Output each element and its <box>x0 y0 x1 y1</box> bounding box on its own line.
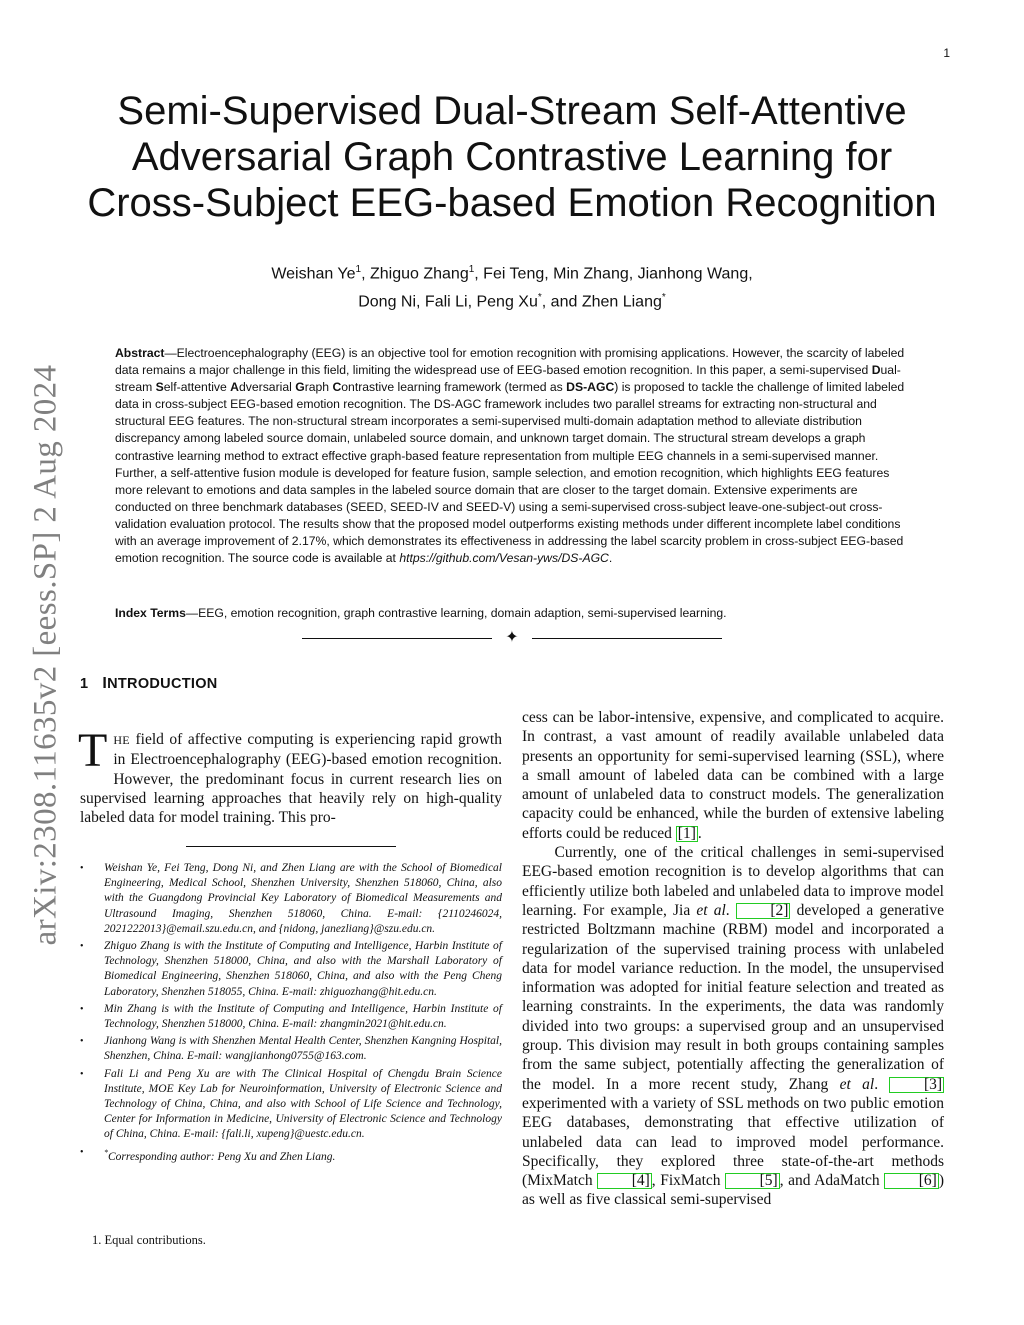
section-heading-introduction: 1 INTRODUCTION <box>80 675 218 692</box>
arxiv-identifier-stamp[interactable]: arXiv:2308.11635v2 [eess.SP] 2 Aug 2024 <box>27 364 64 946</box>
affiliation-item: • Fali Li and Peng Xu are with The Clinical Hospital of Chengdu Brain Science Institute, MOE Key Lab for Neuroinformation, University of Electronic Science and Technology of China, China, and also with School of Life Science and Technology, Center for Information in Medicine, University of Electronic Science and Technology of China, China. E-mail: {fali.li, xupeng}@uestc.edu.cn. <box>80 1067 502 1141</box>
author-line-1: Weishan Ye$^1$, Zhiguo Zhang$^1$, Fei Teng, Min Zhang, Jianhong Wang, <box>271 264 753 283</box>
paragraph: Currently, one of the critical challenges in semi-supervised EEG-based emotion recognition is to develop algorithms that can efficiently utilize both labeled and unlabeled data to improve model learning. For example, Jia et al. [2] developed a generative restricted Boltzmann machine (RBM) model and incorporated a regularization of the supervised training process with unlabeled data for model variance reduction. In the model, the unsupervised information was adopted for initial feature selection and treated as learning constraints. In the experiments, the data was randomly divided into two groups: a supervised group and an unsupervised group. This division may result in both groups containing samples from the same subject, potentially affecting the generalization of the model. In a more recent study, Zhang et al. [3] experimented with a variety of SSL methods on two public emotion EEG databases, demonstrating that effective utilization of unlabeled data can lead to improved model performance. Specifically, they explored three state-of-the-art methods (MixMatch [4] , FixMatch [5] , and AdaMatch [6] ) as well as five classical semi-supervised <box>522 844 945 1209</box>
citation-link[interactable]: [1] <box>677 824 696 842</box>
intro-paragraph-left: THE field of affective computing is experiencing rapid growth in Electroencephalography (EEG)-based emotion recognition. However, the predominant focus in current research lies on supervised learning approaches that heavily rely on high-quality labeled data for model training. This pro- <box>78 724 502 827</box>
citation-link[interactable]: [5] <box>725 1173 780 1189</box>
drop-cap: T <box>78 724 108 777</box>
title-line-1: Semi-Supervised Dual-Stream Self-Attentive <box>117 89 907 133</box>
affiliation-item: • Weishan Ye, Fei Teng, Dong Ni, and Zhen Liang are with the School of Biomedical Engineering, Medical School, Shenzhen University, Shenzhen 518060, China, also with the Guangdong Provincial Key Laboratory of Biomedical Measurements and Ultrasound Imaging, Shenzhen 518060, China. E-mail: {2110246024, 2021222013}@email.szu.edu.cn, and {nidong, janezliang}@szu.edu.cn. <box>80 862 502 935</box>
paper-title <box>60 88 964 226</box>
citation-link[interactable]: [2] <box>736 903 791 919</box>
paragraph: cess can be labor-intensive, expensive, and complicated to acquire. In contrast, a vast amount of readily available unlabeled data presents an opportunity for semi-supervised learning (SSL), where a small amount of labeled data can be combined with a large amount of unlabeled data to construct models. The generalization capacity could be enhanced, while the burden of extensive labeling efforts could be reduced [1] . <box>522 709 944 842</box>
affiliation-footnotes <box>80 861 502 1167</box>
intro-column-right <box>522 708 944 1210</box>
abstract: Abstract—Electroencephalography (EEG) is an objective tool for emotion recognition with promising applications. However, the scarcity of labeled data remains a major challenge in this field, limiting the widespread use of EEG-based emotion recognition. In this paper, a semi-supervised Dual-stream Self-attentive Adversarial Graph Contrastive learning framework (termed as DS-AGC) is proposed to tackle the challenge of limited labeled data in cross-subject EEG-based emotion recognition. The DS-AGC framework includes two parallel streams for extracting non-structural and structural EEG features. The non-structural stream incorporates a semi-supervised multi-domain adaptation method to alleviate distribution discrepancy among labeled source domain, unlabeled source domain, and unknown target domain. The structural stream develops a graph contrastive learning method to extract effective graph-based feature representation from multiple EEG channels in a semi-supervised manner. Further, a self-attentive fusion module is developed for feature fusion, sample selection, and emotion recognition, which highlights EEG features more relevant to emotions and data samples in the labeled source domain that are closer to the target domain. Extensive experiments are conducted on three benchmark databases (SEED, SEED-IV and SEED-V) using a semi-supervised cross-subject leave-one-subject-out cross-validation evaluation protocol. The results show that the proposed model outperforms existing methods under different incomplete label conditions with an average improvement of 2.17%, which demonstrates its effectiveness in addressing the label scarcity problem in cross-subject EEG-based emotion recognition. The source code is available at https://github.com/Vesan-yws/DS-AGC. <box>115 346 905 566</box>
footnote-rule <box>186 846 396 847</box>
title-line-3: Cross-Subject EEG-based Emotion Recognition <box>87 181 937 225</box>
citation-link[interactable]: [4] <box>597 1173 652 1189</box>
author-line-2: Dong Ni, Fali Li, Peng Xu*, and Zhen Liang* <box>358 292 666 311</box>
index-terms-label: Index Terms <box>115 606 186 620</box>
divider-rule-left <box>302 638 492 639</box>
corresponding-author-note: • *Corresponding author: Peng Xu and Zhen Liang. <box>80 1146 336 1163</box>
affiliation-item: • Zhiguo Zhang is with the Institute of Computing and Intelligence, Harbin Institute of Technology, Shenzhen 518000, China, and also with the Marshall Laboratory of Biomedical Engineering, Shenzhen 518060, China, and also with the Peng Cheng Laboratory, Shenzhen 518055, China. E-mail: zhiguozhang@hit.edu.cn. <box>80 940 502 998</box>
affiliation-item: • Jianhong Wang is with Shenzhen Mental Health Center, Shenzhen Kangning Hospital, Shenzhen, China. E-mail: wangjianhong0755@163.com. <box>80 1035 502 1063</box>
page-number: 1 <box>943 46 950 60</box>
divider-ornament: ✦ <box>505 629 519 646</box>
divider-rule-right <box>532 638 722 639</box>
source-code-link[interactable]: https://github.com/Vesan-yws/DS-AGC <box>399 551 609 566</box>
equal-contribution-note: 1. Equal contributions. <box>92 1233 206 1247</box>
author-list <box>150 258 874 315</box>
citation-link[interactable]: [3] <box>889 1077 944 1093</box>
affiliation-item: • Min Zhang is with the Institute of Computing and Intelligence, Harbin Institute of Technology, Shenzhen 518000, China. E-mail: zhangmin2021@hit.edu.cn. <box>80 1002 502 1031</box>
title-line-2: Adversarial Graph Contrastive Learning for <box>131 135 893 179</box>
abstract-label: Abstract <box>115 346 165 360</box>
acronym: DS-AGC <box>566 380 615 395</box>
citation-link[interactable]: [6] <box>884 1173 939 1189</box>
index-terms: Index Terms—EEG, emotion recognition, graph contrastive learning, domain adaption, semi-supervised learning. <box>115 606 727 620</box>
